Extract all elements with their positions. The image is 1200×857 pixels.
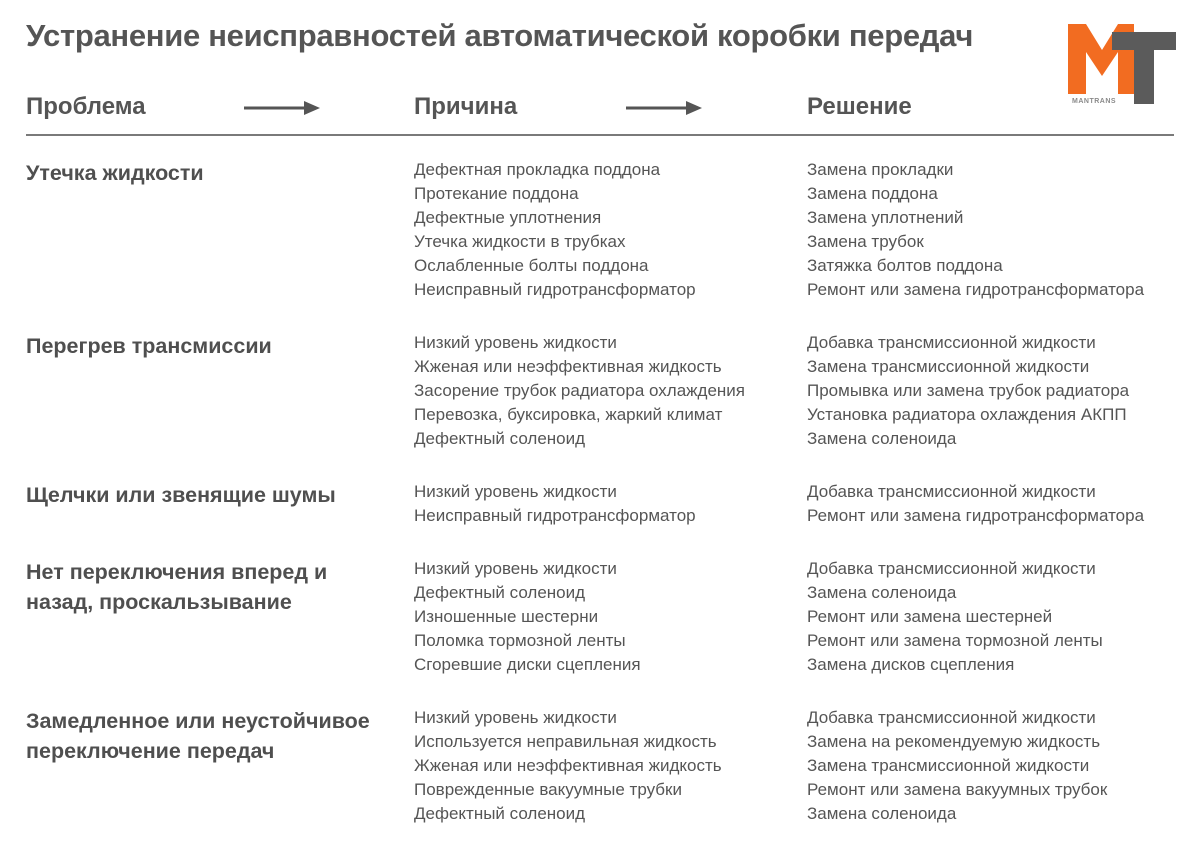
solution-item: Ремонт или замена вакуумных трубок [807,780,1108,799]
cause-item: Ослабленные болты поддона [414,256,649,275]
solution-item: Ремонт или замена тормозной ленты [807,631,1103,650]
header-solution: Решение [807,93,912,120]
cause-item: Низкий уровень жидкости [414,333,617,352]
solution-list [807,331,1129,451]
cause-item: Неисправный гидротрансформатор [414,506,696,525]
problem-title: Замедленное или неустойчивое переключение передач [26,709,370,763]
solution-item: Замена прокладки [807,160,954,179]
cause-item: Дефектная прокладка поддона [414,160,661,179]
solution-item: Замена соленоида [807,429,957,448]
cause-item: Перевозка, буксировка, жаркий климат [414,405,723,424]
header-divider [26,134,1174,136]
cause-item: Протекание поддона [414,184,579,203]
cause-item: Дефектные уплотнения [414,208,602,227]
problem-title: Нет переключения вперед и назад, проскальзывание [26,560,328,614]
solution-item: Замена уплотнений [807,208,964,227]
arrow-right-icon [244,100,320,116]
cause-item: Низкий уровень жидкости [414,559,617,578]
solution-item: Замена трансмиссионной жидкости [807,756,1090,775]
header-cause: Причина [414,93,518,120]
arrow-right-icon [626,100,702,116]
cause-item: Дефектный соленоид [414,583,586,602]
problem-title: Щелчки или звенящие шумы [26,483,336,507]
solution-item: Замена соленоида [807,583,957,602]
solution-item: Ремонт или замена шестерней [807,607,1053,626]
mantrans-logo [1068,24,1176,106]
solution-item: Ремонт или замена гидротрансформатора [807,280,1145,299]
solution-item: Замена соленоида [807,804,957,823]
solution-list [807,706,1107,826]
cause-item: Жженая или неэффективная жидкость [414,357,722,376]
cause-item: Дефектный соленоид [414,804,586,823]
solution-item: Затяжка болтов поддона [807,256,1003,275]
cause-item: Поломка тормозной ленты [414,631,626,650]
solution-list [807,158,1144,302]
solution-item: Замена поддона [807,184,938,203]
cause-item: Неисправный гидротрансформатор [414,280,696,299]
problem-title: Утечка жидкости [26,161,204,185]
cause-item: Дефектный соленоид [414,429,586,448]
solution-item: Добавка трансмиссионной жидкости [807,482,1096,501]
solution-item: Замена дисков сцепления [807,655,1015,674]
solution-item: Замена на рекомендуемую жидкость [807,732,1101,751]
cause-list [414,557,641,677]
solution-list [807,557,1103,677]
cause-item: Низкий уровень жидкости [414,708,617,727]
page-title: Устранение неисправностей автоматической коробки передач [26,18,974,53]
logo-caption: MANTRANS [1072,98,1117,105]
problem-title: Перегрев трансмиссии [26,334,272,358]
cause-list [414,706,722,826]
cause-item: Используется неправильная жидкость [414,732,717,751]
solution-item: Замена трансмиссионной жидкости [807,357,1090,376]
cause-list [414,480,696,528]
solution-list [807,480,1144,528]
solution-item: Добавка трансмиссионной жидкости [807,559,1096,578]
solution-item: Замена трубок [807,232,924,251]
solution-item: Ремонт или замена гидротрансформатора [807,506,1145,525]
cause-list [414,158,696,302]
solution-item: Промывка или замена трубок радиатора [807,381,1130,400]
cause-item: Засорение трубок радиатора охлаждения [414,381,745,400]
cause-item: Изношенные шестерни [414,607,599,626]
cause-item: Поврежденные вакуумные трубки [414,780,682,799]
cause-item: Низкий уровень жидкости [414,482,617,501]
solution-item: Установка радиатора охлаждения АКПП [807,405,1127,424]
cause-item: Жженая или неэффективная жидкость [414,756,722,775]
cause-item: Утечка жидкости в трубках [414,232,626,251]
cause-item: Сгоревшие диски сцепления [414,655,641,674]
header-problem: Проблема [26,93,146,120]
solution-item: Добавка трансмиссионной жидкости [807,708,1096,727]
cause-list [414,331,745,451]
solution-item: Добавка трансмиссионной жидкости [807,333,1096,352]
